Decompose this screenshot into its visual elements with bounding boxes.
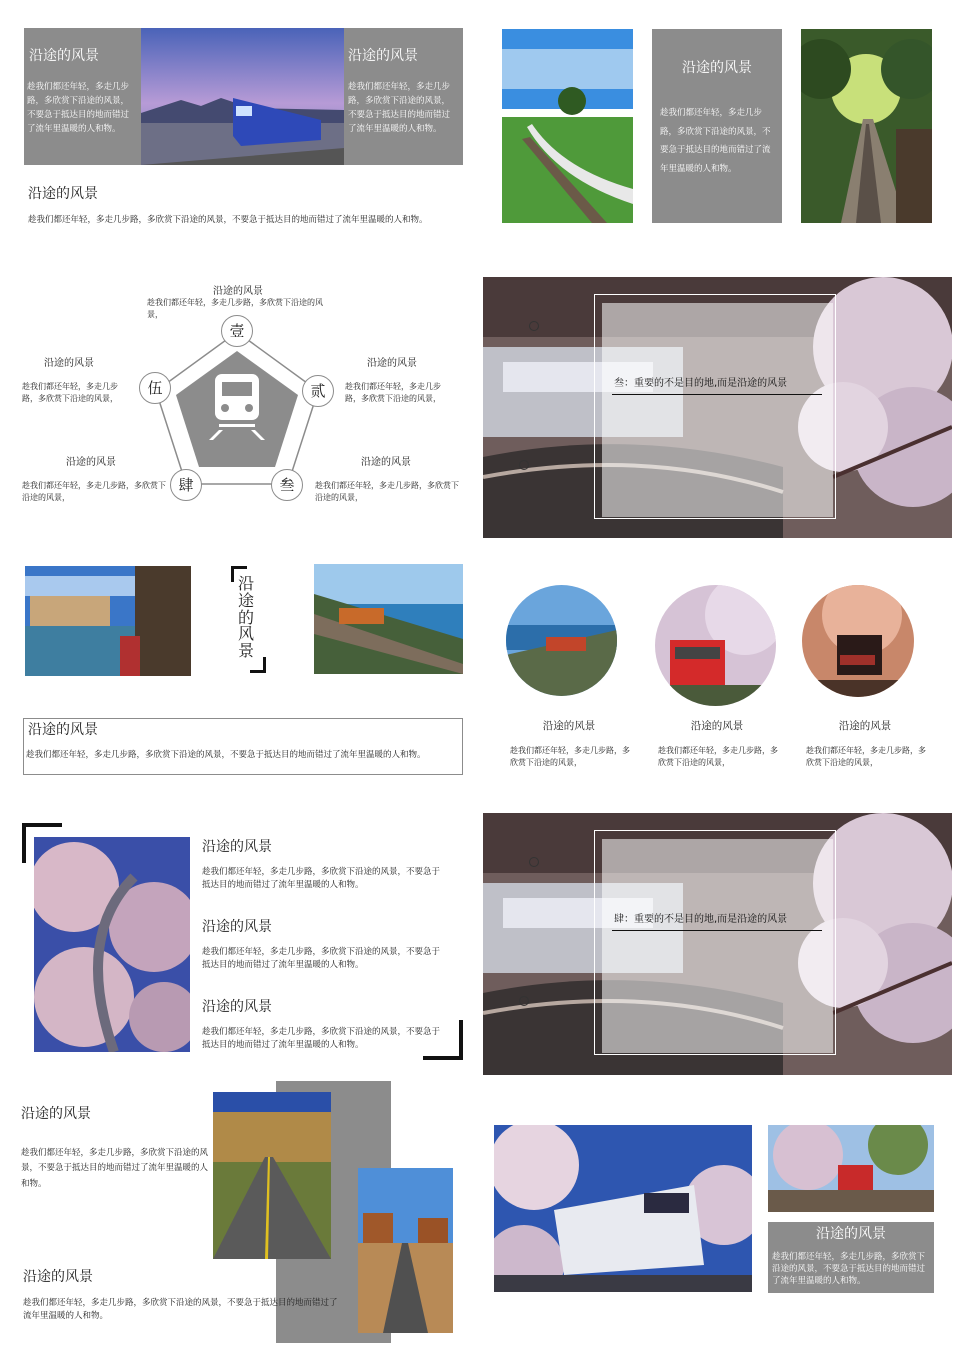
- circle-3-title: 沿途的风景: [838, 720, 892, 732]
- slide-4: [480, 269, 960, 538]
- slide9-bottom-title: 沿途的风景: [23, 1269, 93, 1285]
- autumn-road-photo: [213, 1092, 331, 1259]
- slide10-card-body: 趁我们都还年轻，多走几步路，多欣赏下沿途的风景，不要急于抵达目的地而错过了流年里温暖的人和物。: [772, 1252, 926, 1286]
- slide1-left-card-body: 趁我们都还年轻，多走几步路，多欣赏下沿途的风景，不要急于抵达目的地而错过了流年里温暖的人和物。: [27, 82, 130, 135]
- node-4-title: 沿途的风景: [66, 457, 116, 468]
- circle-photo-coast: [506, 585, 617, 696]
- decor-dot-2: [519, 460, 529, 470]
- slide1-right-card-body: 趁我们都还年轻，多走几步路，多欣赏下沿途的风景，不要急于抵达目的地而错过了流年里温暖的人和物。: [348, 82, 451, 135]
- node-1-body: 趁我们都还年轻，多走几步路，多欣赏下沿途的风景，: [147, 298, 323, 320]
- node-5-body: 趁我们都还年轻，多走几步路，多欣赏下沿途的风景，: [22, 382, 118, 404]
- node-1-title: 沿途的风景: [213, 286, 263, 297]
- forest-railway-photo: [801, 29, 932, 223]
- decor-dot-1: [529, 321, 539, 331]
- green-railway-photo: [502, 29, 633, 223]
- slide-9: [0, 1076, 480, 1352]
- circle-1-body: 趁我们都还年轻，多走几步路，多欣赏下沿途的风景，: [510, 746, 630, 768]
- slide5-box-body: 趁我们都还年轻，多走几步路，多欣赏下沿途的风景，不要急于抵达目的地而错过了流年里温暖的人和物。: [26, 750, 426, 760]
- caption-frame: [602, 839, 833, 1053]
- desert-road-photo: [358, 1168, 453, 1333]
- slide10-card-title: 沿途的风景: [816, 1226, 886, 1242]
- slide-10: [480, 1076, 960, 1352]
- slide9-bottom-body: 趁我们都还年轻，多走几步路，多欣赏下沿途的风景，不要急于抵达目的地而错过了流年里温暖的人和物。: [23, 1298, 338, 1322]
- slide-3: [0, 269, 480, 538]
- slide-6: [480, 538, 960, 807]
- node-2-body: 趁我们都还年轻，多走几步路，多欣赏下沿途的风景，: [345, 382, 441, 404]
- circle-1-title: 沿途的风景: [542, 720, 596, 732]
- slide9-top-body: 趁我们都还年轻，多走几步路，多欣赏下沿途的风景，不要急于抵达目的地而错过了流年里温暖的人和物。: [21, 1148, 209, 1189]
- coastal-train-photo: [314, 564, 463, 674]
- caption-underline: [612, 930, 822, 931]
- slide7-item-3-body: 趁我们都还年轻，多走几步路，多欣赏下沿途的风景，不要急于抵达目的地而错过了流年里温暖的人和物。: [202, 1027, 441, 1051]
- slide9-top-title: 沿途的风景: [21, 1106, 91, 1122]
- highspeed-train-blossom-photo: [494, 1125, 752, 1292]
- node-3-number: 叁: [271, 469, 303, 501]
- slide1-left-card-title: 沿途的风景: [29, 48, 99, 64]
- decor-dot-1: [529, 857, 539, 867]
- node-5-number: 伍: [139, 372, 171, 404]
- circle-2-body: 趁我们都还年轻，多走几步路，多欣赏下沿途的风景，: [658, 746, 778, 768]
- slide1-right-card-title: 沿途的风景: [348, 48, 418, 64]
- circle-photo-steam-train: [802, 585, 914, 697]
- snow-forest-railway-photo: [34, 837, 190, 1052]
- slide2-card-title: 沿途的风景: [682, 60, 752, 76]
- node-3-title: 沿途的风景: [361, 457, 411, 468]
- slide7-item-1-body: 趁我们都还年轻，多走几步路，多欣赏下沿途的风景，不要急于抵达目的地而错过了流年里温暖的人和物。: [202, 867, 441, 891]
- slide7-item-1-title: 沿途的风景: [202, 839, 272, 855]
- slide-1: [0, 0, 480, 269]
- node-1-number: 壹: [221, 315, 253, 347]
- circle-photo-red-train: [655, 585, 776, 706]
- circle-3-body: 趁我们都还年轻，多走几步路，多欣赏下沿途的风景，: [806, 746, 926, 768]
- slide5-box-title: 沿途的风景: [28, 722, 98, 738]
- train-front-icon: [205, 372, 269, 442]
- slide1-bottom-title: 沿途的风景: [28, 186, 98, 202]
- vertical-title: 沿途的风景: [237, 574, 254, 661]
- slide-7: [0, 807, 480, 1076]
- slide7-item-2-title: 沿途的风景: [202, 919, 272, 935]
- caption-underline: [612, 394, 822, 395]
- bracket-bottom-right: [423, 1020, 463, 1060]
- slide4-caption: 叁：重要的不是目的地,而是沿途的风景: [614, 378, 788, 389]
- slide7-item-2-body: 趁我们都还年轻，多走几步路，多欣赏下沿途的风景，不要急于抵达目的地而错过了流年里温暖的人和物。: [202, 947, 441, 971]
- node-4-number: 肆: [170, 469, 202, 501]
- canal-town-photo: [25, 566, 191, 676]
- slide-8: [480, 807, 960, 1076]
- circle-2-title: 沿途的风景: [690, 720, 744, 732]
- train-sunset-photo: [141, 28, 344, 165]
- slide7-item-3-title: 沿途的风景: [202, 999, 272, 1015]
- slide2-card-body: 趁我们都还年轻，多走几步路，多欣赏下沿途的风景，不要急于抵达目的地而错过了流年里温暖的人和物。: [660, 108, 771, 175]
- decor-dot-2: [519, 996, 529, 1006]
- slide-5: [0, 538, 480, 807]
- node-3-body: 趁我们都还年轻，多走几步路，多欣赏下沿途的风景，: [315, 481, 459, 503]
- slide1-bottom-body: 趁我们都还年轻，多走几步路，多欣赏下沿途的风景，不要急于抵达目的地而错过了流年里温暖的人和物。: [28, 215, 428, 225]
- node-2-number: 贰: [302, 375, 334, 407]
- slide-2: [480, 0, 960, 269]
- slide8-caption: 肆：重要的不是目的地,而是沿途的风景: [614, 914, 788, 925]
- node-4-body: 趁我们都还年轻，多走几步路，多欣赏下沿途的风景，: [22, 481, 166, 503]
- caption-frame: [602, 303, 833, 517]
- node-2-title: 沿途的风景: [367, 358, 417, 369]
- node-5-title: 沿途的风景: [44, 358, 94, 369]
- red-train-blossom-photo: [768, 1125, 934, 1212]
